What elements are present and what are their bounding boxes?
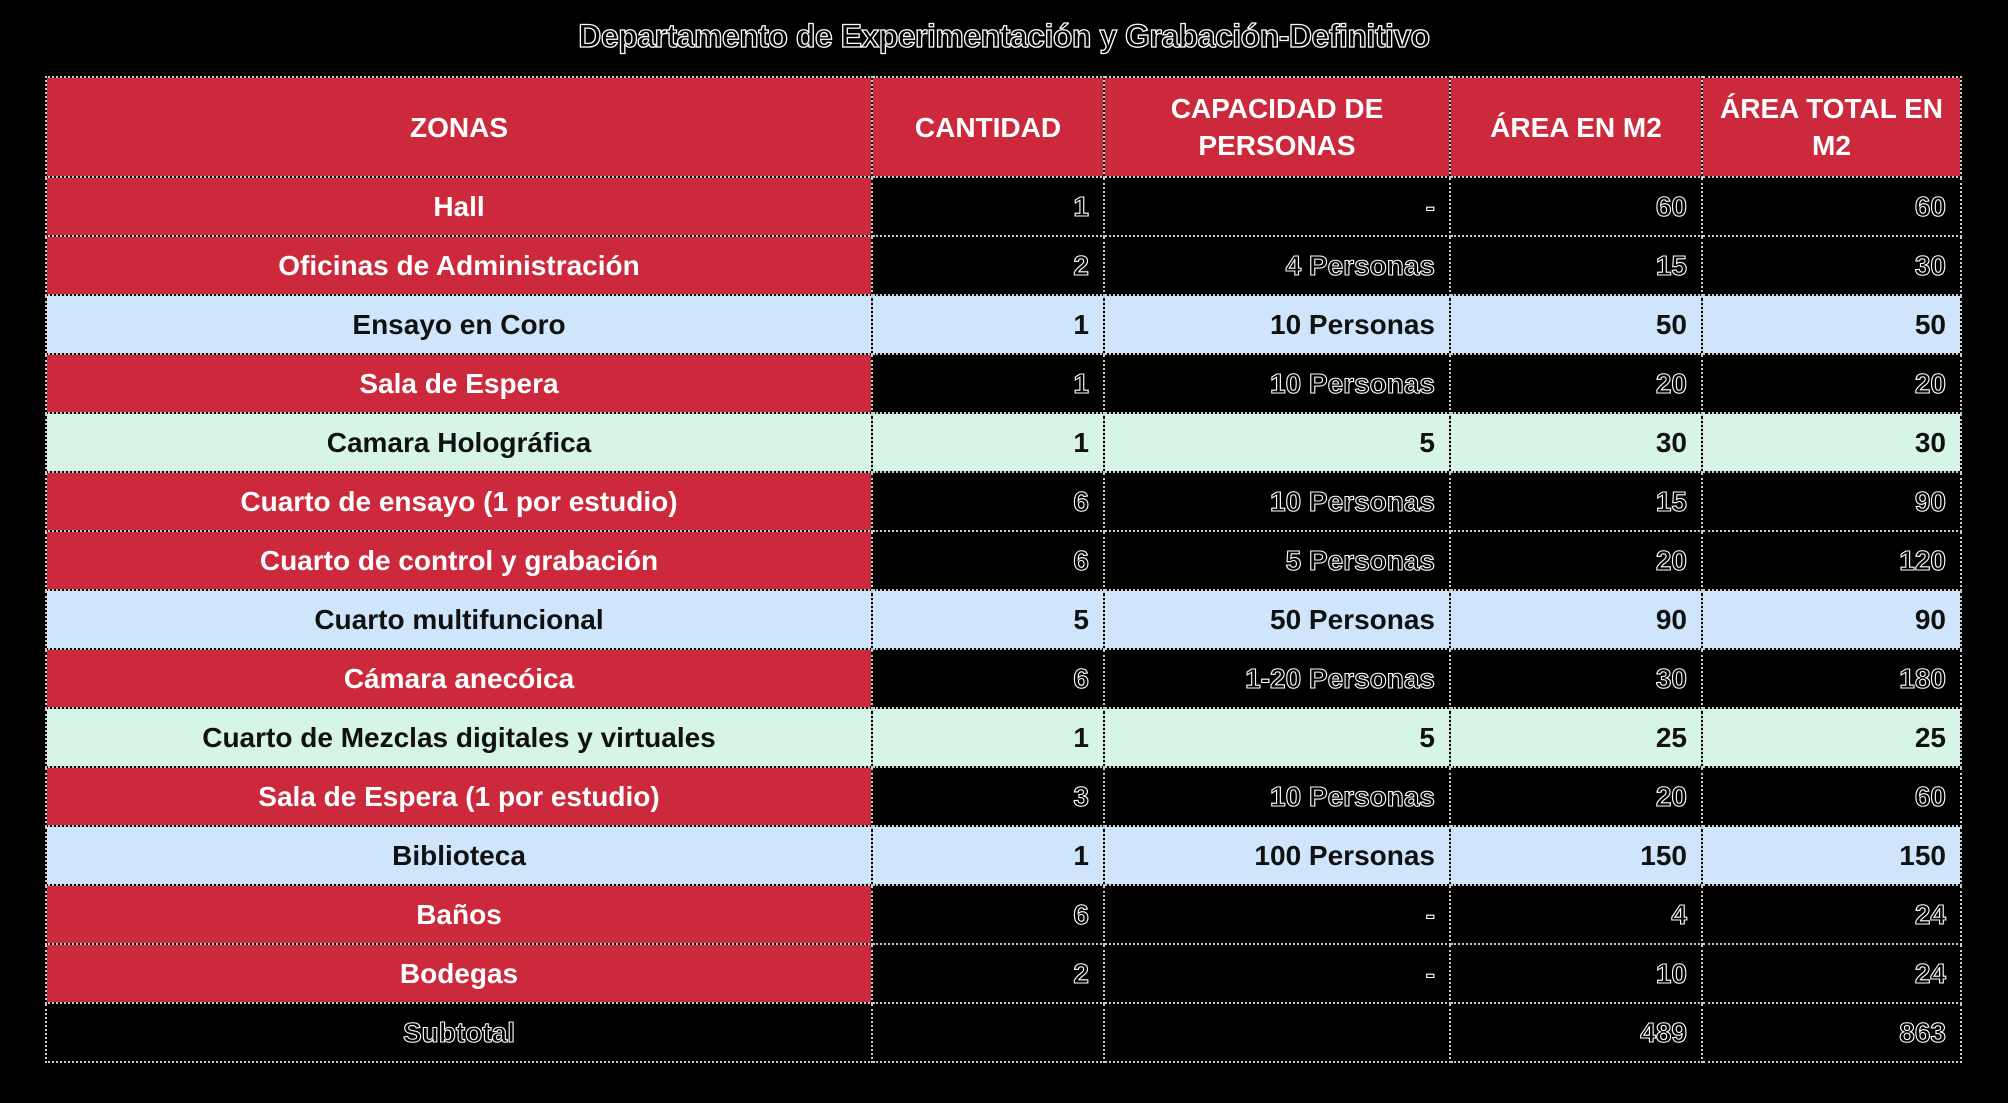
- table-header: [46, 77, 1961, 177]
- row-zona: Cuarto de Mezclas digitales y virtuales: [46, 708, 872, 767]
- row-area: 20: [1450, 531, 1702, 590]
- subtotal-row: [46, 1003, 1961, 1062]
- zones-table: [45, 76, 1962, 1063]
- table-row: [46, 944, 1961, 1003]
- row-area-total: 150: [1702, 826, 1961, 885]
- row-cantidad: 6: [872, 531, 1104, 590]
- table-row: [46, 590, 1961, 649]
- row-cantidad: 1: [872, 413, 1104, 472]
- row-area-total: 180: [1702, 649, 1961, 708]
- row-zona: Hall: [46, 177, 872, 236]
- row-area-total: 120: [1702, 531, 1961, 590]
- row-area-total: 30: [1702, 236, 1961, 295]
- subtotal-label: Subtotal: [46, 1003, 872, 1062]
- subtotal-cantidad: [872, 1003, 1104, 1062]
- row-area-total: 50: [1702, 295, 1961, 354]
- row-zona: Cuarto multifuncional: [46, 590, 872, 649]
- row-cantidad: 1: [872, 826, 1104, 885]
- row-area: 150: [1450, 826, 1702, 885]
- subtotal-total: 863: [1702, 1003, 1961, 1062]
- row-capacidad: 1-20 Personas: [1104, 649, 1450, 708]
- row-area-total: 24: [1702, 885, 1961, 944]
- row-area: 30: [1450, 413, 1702, 472]
- row-zona: Biblioteca: [46, 826, 872, 885]
- row-zona: Sala de Espera (1 por estudio): [46, 767, 872, 826]
- table-body: [46, 177, 1961, 1062]
- row-area-total: 24: [1702, 944, 1961, 1003]
- row-zona: Oficinas de Administración: [46, 236, 872, 295]
- row-area: 30: [1450, 649, 1702, 708]
- row-capacidad: -: [1104, 944, 1450, 1003]
- table-row: [46, 649, 1961, 708]
- row-area: 20: [1450, 767, 1702, 826]
- row-area-total: 30: [1702, 413, 1961, 472]
- header-area-total: ÁREA TOTAL EN M2: [1702, 77, 1961, 177]
- table-row: [46, 236, 1961, 295]
- row-capacidad: 5: [1104, 413, 1450, 472]
- table-row: [46, 472, 1961, 531]
- row-capacidad: 50 Personas: [1104, 590, 1450, 649]
- row-capacidad: 100 Personas: [1104, 826, 1450, 885]
- row-area: 20: [1450, 354, 1702, 413]
- row-capacidad: -: [1104, 885, 1450, 944]
- row-capacidad: -: [1104, 177, 1450, 236]
- row-cantidad: 6: [872, 472, 1104, 531]
- table-row: [46, 531, 1961, 590]
- row-capacidad: 10 Personas: [1104, 767, 1450, 826]
- row-zona: Cuarto de control y grabación: [46, 531, 872, 590]
- row-area: 4: [1450, 885, 1702, 944]
- row-cantidad: 6: [872, 649, 1104, 708]
- row-cantidad: 6: [872, 885, 1104, 944]
- header-area: ÁREA EN M2: [1450, 77, 1702, 177]
- table-row: [46, 708, 1961, 767]
- table-row: [46, 767, 1961, 826]
- subtotal-capacidad: [1104, 1003, 1450, 1062]
- row-cantidad: 2: [872, 944, 1104, 1003]
- table-row: [46, 413, 1961, 472]
- row-zona: Camara Holográfica: [46, 413, 872, 472]
- row-capacidad: 10 Personas: [1104, 295, 1450, 354]
- row-area: 25: [1450, 708, 1702, 767]
- row-zona: Ensayo en Coro: [46, 295, 872, 354]
- table-row: [46, 354, 1961, 413]
- row-cantidad: 3: [872, 767, 1104, 826]
- row-cantidad: 1: [872, 708, 1104, 767]
- row-area-total: 90: [1702, 472, 1961, 531]
- row-zona: Baños: [46, 885, 872, 944]
- header-cantidad: CANTIDAD: [872, 77, 1104, 177]
- row-capacidad: 10 Personas: [1104, 472, 1450, 531]
- row-capacidad: 4 Personas: [1104, 236, 1450, 295]
- row-zona: Bodegas: [46, 944, 872, 1003]
- row-area: 50: [1450, 295, 1702, 354]
- table-row: [46, 826, 1961, 885]
- table-row: [46, 177, 1961, 236]
- header-zonas: ZONAS: [46, 77, 872, 177]
- table-row: [46, 885, 1961, 944]
- table-row: [46, 295, 1961, 354]
- row-area: 60: [1450, 177, 1702, 236]
- row-area-total: 60: [1702, 767, 1961, 826]
- row-area-total: 90: [1702, 590, 1961, 649]
- row-cantidad: 1: [872, 295, 1104, 354]
- row-cantidad: 1: [872, 354, 1104, 413]
- row-zona: Sala de Espera: [46, 354, 872, 413]
- row-area-total: 60: [1702, 177, 1961, 236]
- row-area-total: 20: [1702, 354, 1961, 413]
- table-title: Departamento de Experimentación y Grabación-Definitivo: [578, 18, 1430, 54]
- row-cantidad: 5: [872, 590, 1104, 649]
- row-zona: Cámara anecóica: [46, 649, 872, 708]
- row-area: 15: [1450, 472, 1702, 531]
- row-area-total: 25: [1702, 708, 1961, 767]
- row-capacidad: 5 Personas: [1104, 531, 1450, 590]
- row-area: 10: [1450, 944, 1702, 1003]
- row-area: 15: [1450, 236, 1702, 295]
- row-area: 90: [1450, 590, 1702, 649]
- row-cantidad: 1: [872, 177, 1104, 236]
- header-row: [46, 77, 1961, 177]
- row-zona: Cuarto de ensayo (1 por estudio): [46, 472, 872, 531]
- row-cantidad: 2: [872, 236, 1104, 295]
- subtotal-area: 489: [1450, 1003, 1702, 1062]
- row-capacidad: 5: [1104, 708, 1450, 767]
- header-capacidad: CAPACIDAD DE PERSONAS: [1104, 77, 1450, 177]
- row-capacidad: 10 Personas: [1104, 354, 1450, 413]
